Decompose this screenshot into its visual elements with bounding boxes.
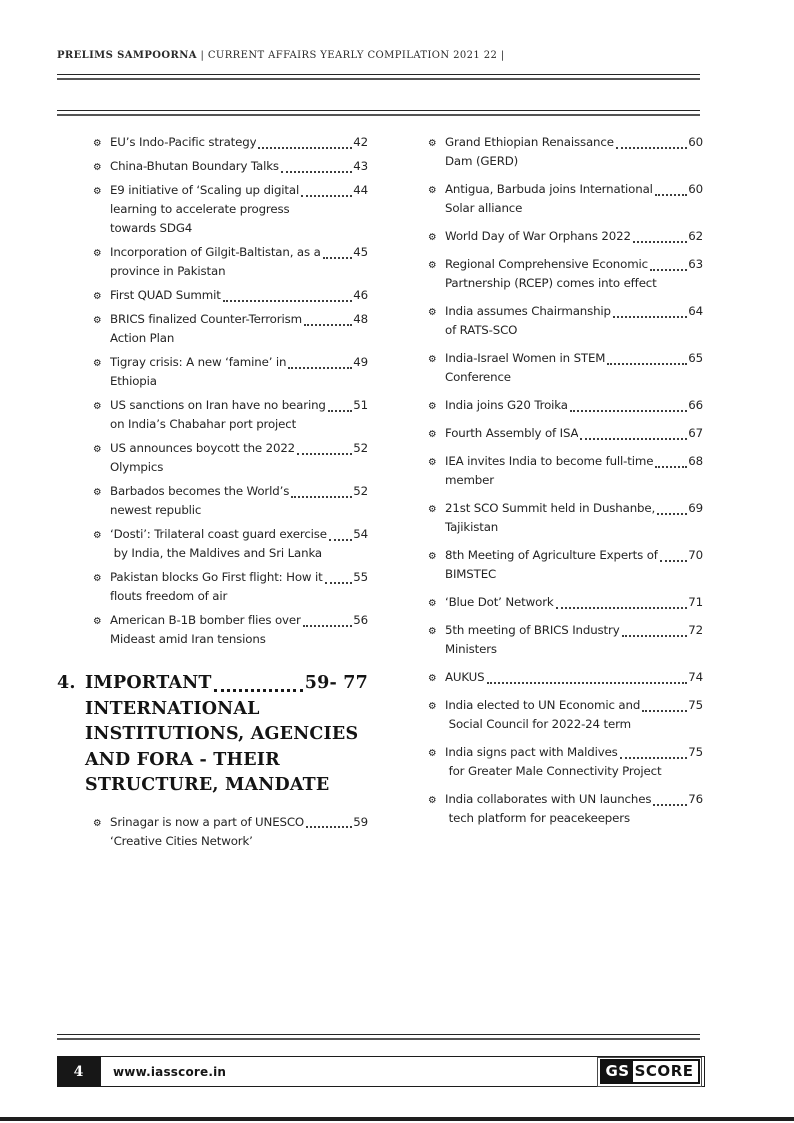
gear-bullet-icon: ⚙ <box>93 444 102 455</box>
toc-entry-page: 75 <box>688 745 703 759</box>
page-header <box>57 50 717 61</box>
toc-entry <box>392 546 703 584</box>
toc-entry-title: US sanctions on Iran have no bearing <box>110 398 326 412</box>
toc-entry-first-line <box>445 349 703 368</box>
toc-entry-continuation: on India’s Chabahar port project <box>110 417 297 431</box>
toc-entry-first-line <box>110 353 368 372</box>
section-title-line: INTERNATIONAL <box>85 698 260 719</box>
toc-entry-title: Fourth Assembly of ISA <box>445 426 579 440</box>
toc-entry-first-line <box>445 668 703 687</box>
toc-entry-page: 42 <box>353 135 368 149</box>
header-double-rule-bottom <box>57 110 700 116</box>
dot-leader <box>655 194 687 196</box>
toc-entry <box>392 790 703 828</box>
toc-entry-first-line <box>110 181 368 200</box>
gear-bullet-icon: ⚙ <box>428 701 437 712</box>
toc-entry-continuation: Mideast amid Iran tensions <box>110 632 266 646</box>
dot-leader <box>297 453 352 455</box>
dot-leader <box>281 171 352 173</box>
gear-bullet-icon: ⚙ <box>93 248 102 259</box>
toc-entry <box>392 424 703 443</box>
toc-entry-page: 70 <box>688 548 703 562</box>
toc-entry <box>57 286 368 305</box>
toc-entry-title: US announces boycott the 2022 <box>110 441 296 455</box>
toc-entry-first-line <box>445 452 703 471</box>
footer-website-link[interactable]: www.iasscore.in <box>113 1064 227 1079</box>
toc-entry-title: IEA invites India to become full-time <box>445 454 654 468</box>
header-brand: PRELIMS SAMPOORNA <box>57 50 197 61</box>
toc-entry <box>57 243 368 281</box>
toc-entry-title: American B-1B bomber flies over <box>110 613 301 627</box>
dot-leader <box>258 147 352 149</box>
toc-entry <box>392 621 703 659</box>
footer-double-rule <box>57 1034 700 1040</box>
toc-entry <box>57 439 368 477</box>
toc-entry-page: 49 <box>353 355 368 369</box>
gear-bullet-icon: ⚙ <box>428 138 437 149</box>
toc-entry-title: India elected to UN Economic and <box>445 698 641 712</box>
toc-entry-continuation: tech platform for peacekeepers <box>445 811 630 825</box>
toc-entry-page: 72 <box>688 623 703 637</box>
section-heading-first-line <box>57 671 368 697</box>
gear-bullet-icon: ⚙ <box>93 616 102 627</box>
dot-leader <box>616 147 687 149</box>
toc-entry-title: E9 initiative of ‘Scaling up digital <box>110 183 300 197</box>
toc-entry-continuation: Conference <box>445 370 511 384</box>
toc-entry <box>57 353 368 391</box>
toc-entry-first-line <box>445 255 703 274</box>
gear-bullet-icon: ⚙ <box>428 748 437 759</box>
toc-entry <box>392 255 703 293</box>
toc-entry-page: 46 <box>353 288 368 302</box>
toc-entry-first-line <box>445 180 703 199</box>
dot-leader <box>607 363 687 365</box>
dot-leader <box>613 316 687 318</box>
toc-entry-title: Grand Ethiopian Renaissance <box>445 135 614 149</box>
page-bottom-scan-edge <box>0 1117 794 1121</box>
toc-entry-continuation: Action Plan <box>110 331 175 345</box>
toc-entry-continuation: for Greater Male Connectivity Project <box>445 764 662 778</box>
toc-entry-title: Srinagar is now a part of UNESCO <box>110 814 305 829</box>
toc-entry-continuation: newest republic <box>110 503 202 517</box>
toc-entry-page: 60 <box>688 182 703 196</box>
dot-leader <box>633 241 687 243</box>
toc-entry-page: 63 <box>688 257 703 271</box>
toc-entry <box>57 157 368 176</box>
toc-entry-title: Tigray crisis: A new ‘famine’ in <box>110 355 287 369</box>
section-title-line: INSTITUTIONS, AGENCIES <box>85 724 359 744</box>
toc-column-right <box>392 133 703 837</box>
dot-leader <box>304 324 352 326</box>
toc-entry <box>392 133 703 171</box>
toc-entry-continuation: BIMSTEC <box>445 567 497 581</box>
toc-entry <box>392 593 703 612</box>
toc-entry-first-line <box>445 499 703 518</box>
toc-entry-page: 56 <box>353 613 368 627</box>
toc-entry-continuation: flouts freedom of air <box>110 589 228 603</box>
toc-entry-page: 64 <box>688 304 703 318</box>
toc-entry-first-line <box>445 790 703 809</box>
gear-bullet-icon: ⚙ <box>93 138 102 149</box>
dot-leader <box>570 410 687 412</box>
toc-entry-title: First QUAD Summit <box>110 288 221 302</box>
toc-entry-first-line <box>445 696 703 715</box>
toc-entry-first-line <box>445 227 703 246</box>
toc-entry-first-line <box>110 310 368 329</box>
toc-entry-continuation: Tajikistan <box>445 520 499 534</box>
dot-leader <box>622 635 688 637</box>
section-title: IMPORTANT <box>85 673 212 693</box>
toc-entry-page: 68 <box>688 454 703 468</box>
toc-entry-title: 21st SCO Summit held in Dushanbe, <box>445 501 656 515</box>
toc-entry-page: 74 <box>688 670 703 684</box>
section-title-line: STRUCTURE, MANDATE <box>85 775 330 795</box>
gear-bullet-icon: ⚙ <box>428 673 437 684</box>
dot-leader <box>329 539 352 541</box>
toc-entry-page: 52 <box>353 484 368 498</box>
dot-leader <box>288 367 352 369</box>
footer-page-number: 4 <box>57 1056 100 1087</box>
toc-entry-title: India-Israel Women in STEM <box>445 351 606 365</box>
toc-entry-first-line <box>110 396 368 415</box>
toc-entry-first-line <box>445 302 703 321</box>
toc-entry-continuation: Solar alliance <box>445 201 523 215</box>
dot-leader <box>657 513 687 515</box>
gear-bullet-icon: ⚙ <box>93 401 102 412</box>
toc-entry <box>392 227 703 246</box>
toc-entry-page: 55 <box>353 570 368 584</box>
toc-entry <box>392 696 703 734</box>
toc-entry-continuation: province in Pakistan <box>110 264 226 278</box>
toc-entry-page: 69 <box>688 501 703 515</box>
toc-entry-page: 48 <box>353 312 368 326</box>
toc-entry-first-line <box>110 157 368 176</box>
dot-leader <box>655 466 687 468</box>
toc-entry-title: India joins G20 Troika <box>445 398 568 412</box>
gear-bullet-icon: ⚙ <box>428 598 437 609</box>
gear-bullet-icon: ⚙ <box>93 291 102 302</box>
toc-entry-continuation: Olympics <box>110 460 164 474</box>
toc-entry-first-line <box>110 286 368 305</box>
gear-bullet-icon: ⚙ <box>428 429 437 440</box>
dot-leader <box>301 195 352 197</box>
toc-entry-page: 65 <box>688 351 703 365</box>
gear-bullet-icon: ⚙ <box>428 795 437 806</box>
toc-entry-continuation: Ethiopia <box>110 374 157 388</box>
dot-leader <box>306 826 352 828</box>
toc-entry <box>392 349 703 387</box>
dot-leader <box>620 757 688 759</box>
logo-score-text: SCORE <box>633 1061 698 1082</box>
dot-leader <box>660 560 687 562</box>
toc-entry-title: Incorporation of Gilgit-Baltistan, as a <box>110 245 321 259</box>
gear-bullet-icon: ⚙ <box>428 260 437 271</box>
toc-entry-title: Antigua, Barbuda joins International <box>445 182 653 196</box>
toc-entry-page: 76 <box>688 792 703 806</box>
dot-leader <box>487 682 688 684</box>
toc-entry-page: 52 <box>353 441 368 455</box>
toc-list-right <box>392 133 703 828</box>
toc-entry-continuation: learning to accelerate progress <box>110 202 290 216</box>
gear-bullet-icon: ⚙ <box>93 186 102 197</box>
section-heading <box>57 671 368 799</box>
toc-entry-continuation: Social Council for 2022-24 term <box>445 717 631 731</box>
toc-entry-title: China-Bhutan Boundary Talks <box>110 159 279 173</box>
gear-bullet-icon: ⚙ <box>428 307 437 318</box>
toc-entry <box>392 668 703 687</box>
toc-entry-page: 45 <box>353 245 368 259</box>
section-title-line: AND FORA - THEIR <box>85 749 280 770</box>
toc-column-left <box>57 133 368 856</box>
toc-entry-continuation: ‘Creative Cities Network’ <box>110 833 253 848</box>
dot-leader <box>303 625 353 627</box>
dot-leader <box>653 804 687 806</box>
toc-entry-first-line <box>445 621 703 640</box>
gear-bullet-icon: ⚙ <box>93 817 102 829</box>
toc-entry-first-line <box>110 568 368 587</box>
toc-entry-title: ‘Dosti’: Trilateral coast guard exercise <box>110 527 327 541</box>
toc-entry-first-line <box>445 593 703 612</box>
toc-entry-title: India collaborates with UN launches <box>445 792 652 806</box>
toc-entry <box>392 452 703 490</box>
dot-leader <box>325 582 353 584</box>
toc-entry-page: 67 <box>688 426 703 440</box>
toc-entry-title: 8th Meeting of Agriculture Experts of <box>445 548 658 562</box>
toc-entry-title: India assumes Chairmanship <box>445 304 611 318</box>
dot-leader <box>323 257 353 259</box>
gear-bullet-icon: ⚙ <box>93 162 102 173</box>
toc-entry <box>392 180 703 218</box>
toc-entry-page: 62 <box>688 229 703 243</box>
toc-entry <box>57 813 368 851</box>
header-subtitle: | CURRENT AFFAIRS YEARLY COMPILATION 2021 22 | <box>200 50 505 61</box>
toc-entry-first-line <box>110 482 368 501</box>
dot-leader <box>291 496 352 498</box>
toc-entry <box>57 525 368 563</box>
toc-entry <box>57 310 368 348</box>
toc-entry-continuation: Ministers <box>445 642 497 656</box>
gear-bullet-icon: ⚙ <box>428 354 437 365</box>
toc-entry-page: 54 <box>353 527 368 541</box>
gear-bullet-icon: ⚙ <box>93 315 102 326</box>
toc-entry-first-line <box>445 133 703 152</box>
section-page-range: 59- 77 <box>304 673 368 693</box>
toc-entry-title: BRICS finalized Counter-Terrorism <box>110 312 302 326</box>
toc-entry-page: 43 <box>353 159 368 173</box>
toc-list-left <box>57 133 368 649</box>
toc-entry-first-line <box>445 424 703 443</box>
toc-entry-title: World Day of War Orphans 2022 <box>445 229 631 243</box>
toc-entry-first-line <box>110 133 368 152</box>
toc-entry-page: 60 <box>688 135 703 149</box>
toc-entry-continuation: member <box>445 473 494 487</box>
toc-entry <box>57 133 368 152</box>
toc-entry <box>57 181 368 238</box>
toc-entry-continuation: by India, the Maldives and Sri Lanka <box>110 546 323 560</box>
toc-entry <box>392 396 703 415</box>
toc-entry <box>392 499 703 537</box>
gear-bullet-icon: ⚙ <box>428 626 437 637</box>
dot-leader <box>650 269 687 271</box>
dot-leader <box>328 410 353 412</box>
logo-gs-text: GS <box>602 1061 633 1082</box>
header-double-rule-top <box>57 74 700 80</box>
gear-bullet-icon: ⚙ <box>93 573 102 584</box>
toc-entry-page: 71 <box>688 595 703 609</box>
toc-entry <box>392 743 703 781</box>
toc-entry-title: AUKUS <box>445 670 485 684</box>
dot-leader <box>580 438 687 440</box>
toc-entry-first-line <box>445 743 703 762</box>
toc-entry-title: Pakistan blocks Go First flight: How it <box>110 570 323 584</box>
toc-entry-page: 59 <box>353 814 368 829</box>
toc-entry-title: Regional Comprehensive Economic <box>445 257 649 271</box>
toc-entry <box>57 611 368 649</box>
toc-entry-first-line <box>445 546 703 565</box>
gsscore-logo <box>597 1057 702 1087</box>
gear-bullet-icon: ⚙ <box>428 185 437 196</box>
toc-entry <box>57 396 368 434</box>
gear-bullet-icon: ⚙ <box>93 358 102 369</box>
toc-entry-first-line <box>110 813 368 832</box>
section-number: 4. <box>57 673 76 693</box>
gear-bullet-icon: ⚙ <box>428 401 437 412</box>
footer-bar <box>57 1056 705 1087</box>
toc-entry-continuation: Partnership (RCEP) comes into effect <box>445 276 657 290</box>
dot-leader <box>642 710 687 712</box>
toc-entry-title: Barbados becomes the World’s <box>110 484 290 498</box>
toc-entry <box>392 302 703 340</box>
gear-bullet-icon: ⚙ <box>428 232 437 243</box>
toc-entry-page: 66 <box>688 398 703 412</box>
toc-entry-title: ‘Blue Dot’ Network <box>445 595 554 609</box>
gear-bullet-icon: ⚙ <box>428 457 437 468</box>
gear-bullet-icon: ⚙ <box>93 487 102 498</box>
toc-entry-continuation: towards SDG4 <box>110 221 193 235</box>
gsscore-logo-inner <box>600 1059 700 1084</box>
toc-entry-title: EU’s Indo-Pacific strategy <box>110 135 257 149</box>
toc-entry-page: 75 <box>688 698 703 712</box>
toc-entry-title: 5th meeting of BRICS Industry <box>445 623 620 637</box>
gear-bullet-icon: ⚙ <box>428 551 437 562</box>
section-item-list <box>57 813 368 851</box>
gear-bullet-icon: ⚙ <box>428 504 437 515</box>
toc-entry-first-line <box>110 525 368 544</box>
toc-entry-title: India signs pact with Maldives <box>445 745 618 759</box>
dot-leader <box>223 300 353 302</box>
footer-box <box>100 1056 705 1087</box>
gear-bullet-icon: ⚙ <box>93 530 102 541</box>
toc-entry-first-line <box>110 611 368 630</box>
toc-entry-continuation: of RATS-SCO <box>445 323 518 337</box>
dot-leader <box>214 689 303 692</box>
toc-entry-first-line <box>110 243 368 262</box>
toc-entry <box>57 482 368 520</box>
toc-entry-first-line <box>110 439 368 458</box>
dot-leader <box>556 607 688 609</box>
toc-entry-page: 44 <box>353 183 368 197</box>
toc-entry-page: 51 <box>353 398 368 412</box>
toc-entry-first-line <box>445 396 703 415</box>
toc-entry <box>57 568 368 606</box>
toc-entry-continuation: Dam (GERD) <box>445 154 519 168</box>
